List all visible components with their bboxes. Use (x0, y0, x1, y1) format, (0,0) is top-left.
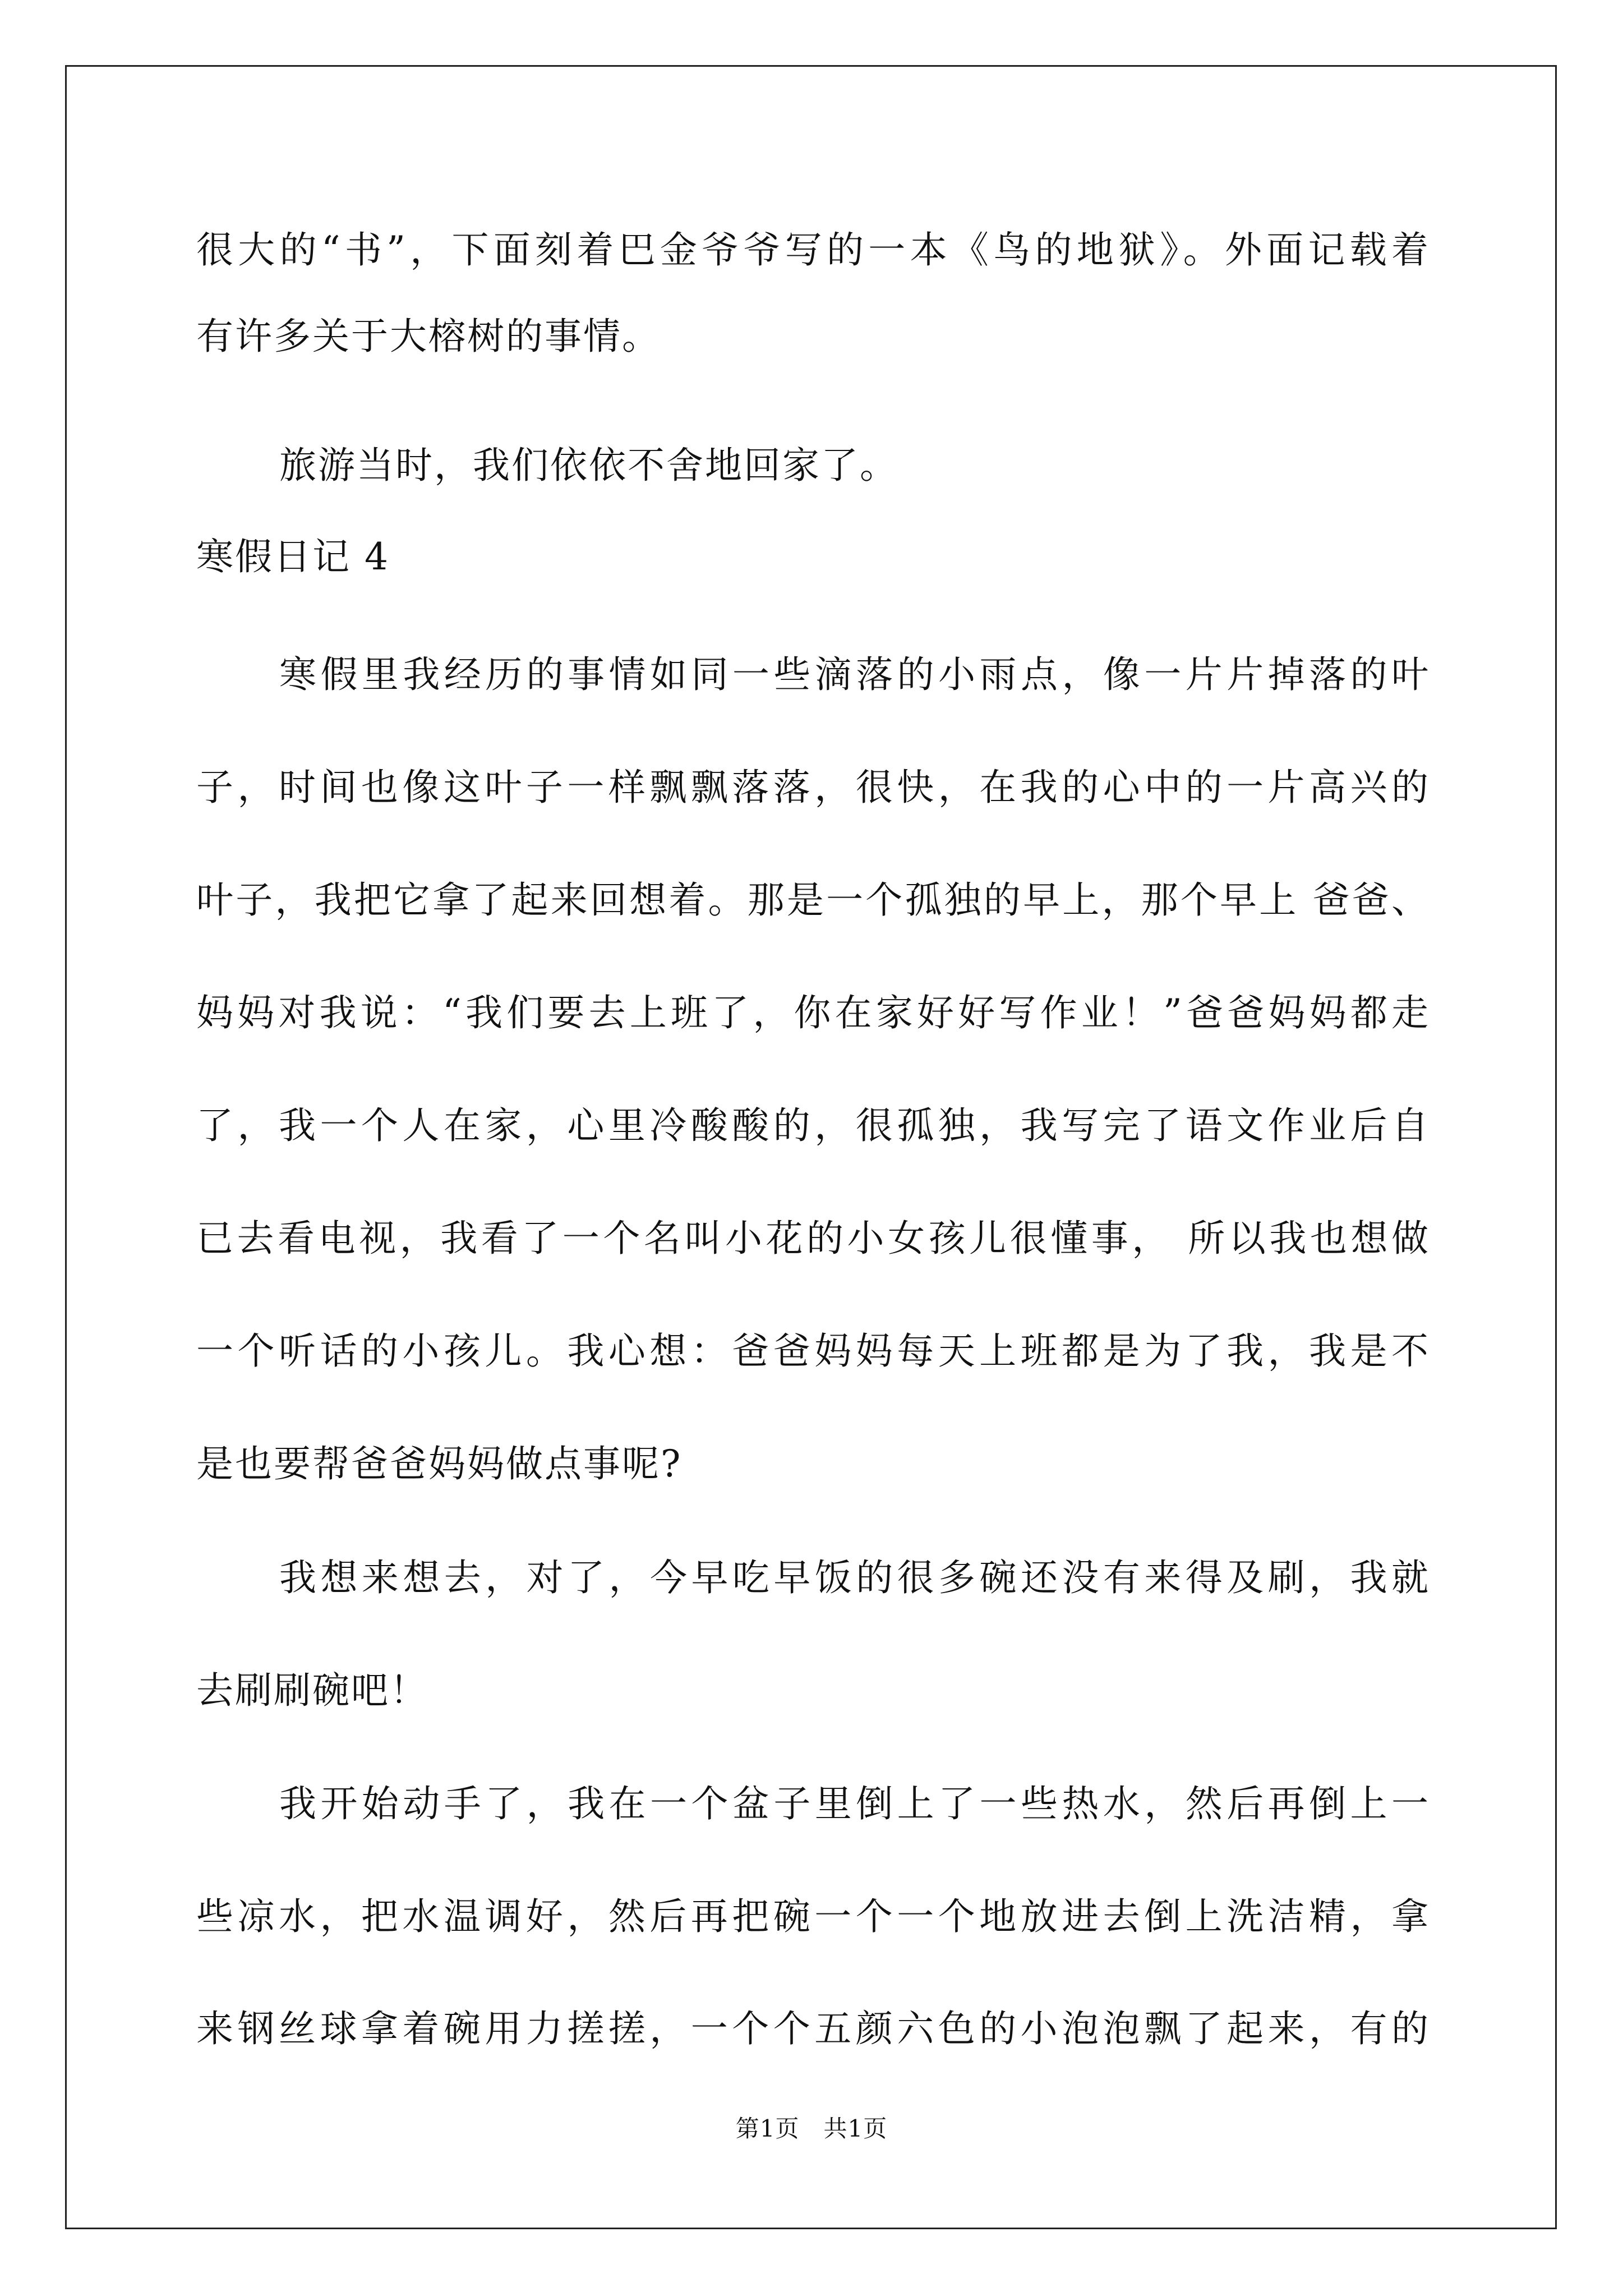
text-line: 寒假里我经历的事情如同一些滴落的小雨点，像一片片掉落的叶 (279, 653, 1430, 696)
text-line: 一个听话的小孩儿。我心想：爸爸妈妈每天上班都是为了我，我是不 (196, 1329, 1430, 1373)
text-line: 妈妈对我说：“我们要去上班了，你在家好好写作业！”爸爸妈妈都走 (196, 991, 1430, 1034)
text-line: 我开始动手了，我在一个盆子里倒上了一些热水，然后再倒上一 (279, 1782, 1430, 1825)
section-heading: 寒假日记 4 (196, 535, 390, 578)
page-number: 第1页 共1页 (735, 2115, 888, 2142)
text-line: 有许多关于大榕树的事情。 (196, 315, 661, 358)
text-line: 来钢丝球拿着碗用力搓搓，一个个五颜六色的小泡泡飘了起来，有的 (196, 2007, 1430, 2050)
text-line: 了，我一个人在家，心里冷酸酸的，很孤独，我写完了语文作业后自 (196, 1104, 1430, 1147)
text-line: 很大的“书”，下面刻着巴金爷爷写的一本《鸟的地狱》。外面记载着 (196, 228, 1430, 272)
text-line: 是也要帮爸爸妈妈做点事呢? (196, 1442, 683, 1485)
text-line: 叶子，我把它拿了起来回想着。那是一个孤独的早上，那个早上 爸爸、 (196, 878, 1430, 922)
text-line: 些凉水，把水温调好，然后再把碗一个一个地放进去倒上洗洁精，拿 (196, 1895, 1430, 1938)
text-line: 子，时间也像这叶子一样飘飘落落，很快，在我的心中的一片高兴的 (196, 766, 1430, 809)
text-line: 已去看电视，我看了一个名叫小花的小女孩儿很懂事， 所以我也想做 (196, 1217, 1430, 1260)
text-line: 旅游当时，我们依依不舍地回家了。 (279, 444, 898, 487)
text-line: 去刷刷碗吧！ (196, 1669, 428, 1712)
text-line: 我想来想去，对了，今早吃早饭的很多碗还没有来得及刷，我就 (279, 1556, 1430, 1599)
